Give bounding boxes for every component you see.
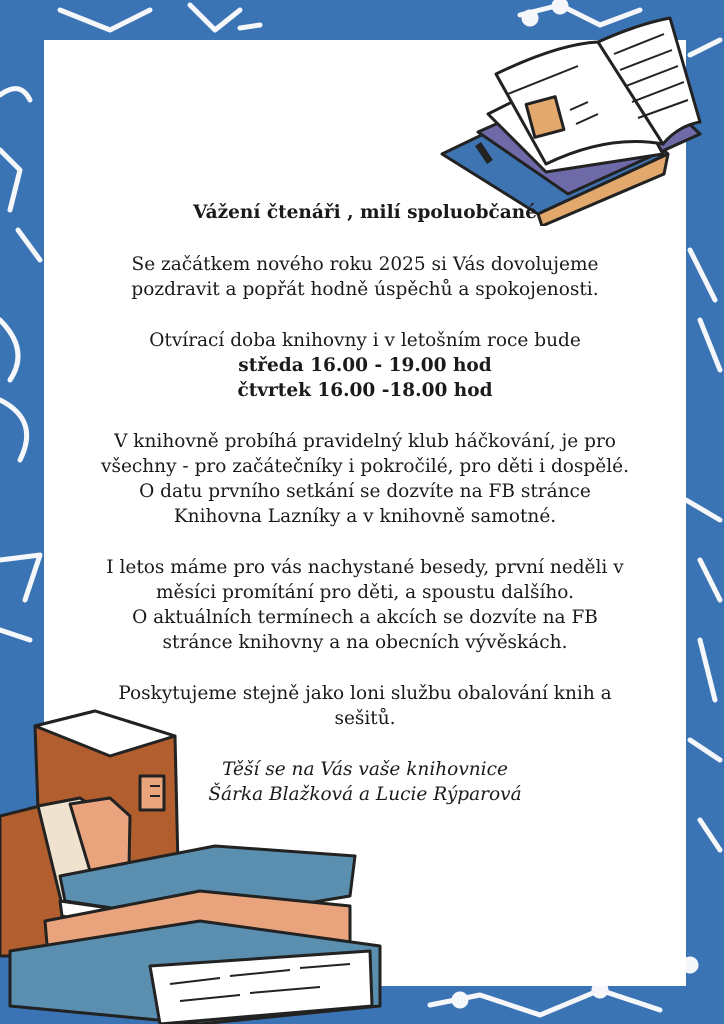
book-cover-service-paragraph [44,681,686,731]
text-line: měsíci promítání pro děti, a spoustu dalšího. [156,582,574,603]
hours-intro: Otvírací doba knihovny i v letošním roce bude [149,330,581,351]
text-line: sešitů. [334,708,396,729]
signature-names: Šárka Blažková a Lucie Rýparová [208,784,522,805]
hours-thursday: čtvrtek 16.00 -18.00 hod [237,380,493,401]
text-line: O datu prvního setkání se dozvíte na FB stránce [139,481,591,502]
text-line: Poskytujeme stejně jako loni službu obalování knih a [118,683,612,704]
signature-line: Těší se na Vás vaše knihovnice [222,759,508,780]
text-line: pozdravit a popřát hodně úspěchů a spokojenosti. [131,279,599,300]
greeting-heading: Vážení čtenáři , milí spoluobčané [193,202,537,223]
hours-wednesday: středa 16.00 - 19.00 hod [238,355,492,376]
text-line: O aktuálních termínech a akcích se dozvíte na FB [132,607,598,628]
text-line: V knihovně probíhá pravidelný klub háčkování, je pro [114,431,616,452]
text-line: stránce knihovny a na obecních vývěskách. [162,632,568,653]
crochet-club-paragraph [44,429,686,529]
events-paragraph [44,555,686,655]
open-book-illustration [438,14,708,226]
text-line: Se začátkem nového roku 2025 si Vás dovolujeme [131,254,599,275]
text-line: Knihovna Lazníky a v knihovně samotné. [173,506,557,527]
text-line: I letos máme pro vás nachystané besedy, první neděli v [106,557,624,578]
new-year-paragraph [44,252,686,302]
letter-content [44,200,686,833]
signature [44,757,686,807]
opening-hours-paragraph [44,328,686,403]
text-line: všechny - pro začátečníky i pokročilé, pro děti i dospělé. [101,456,629,477]
